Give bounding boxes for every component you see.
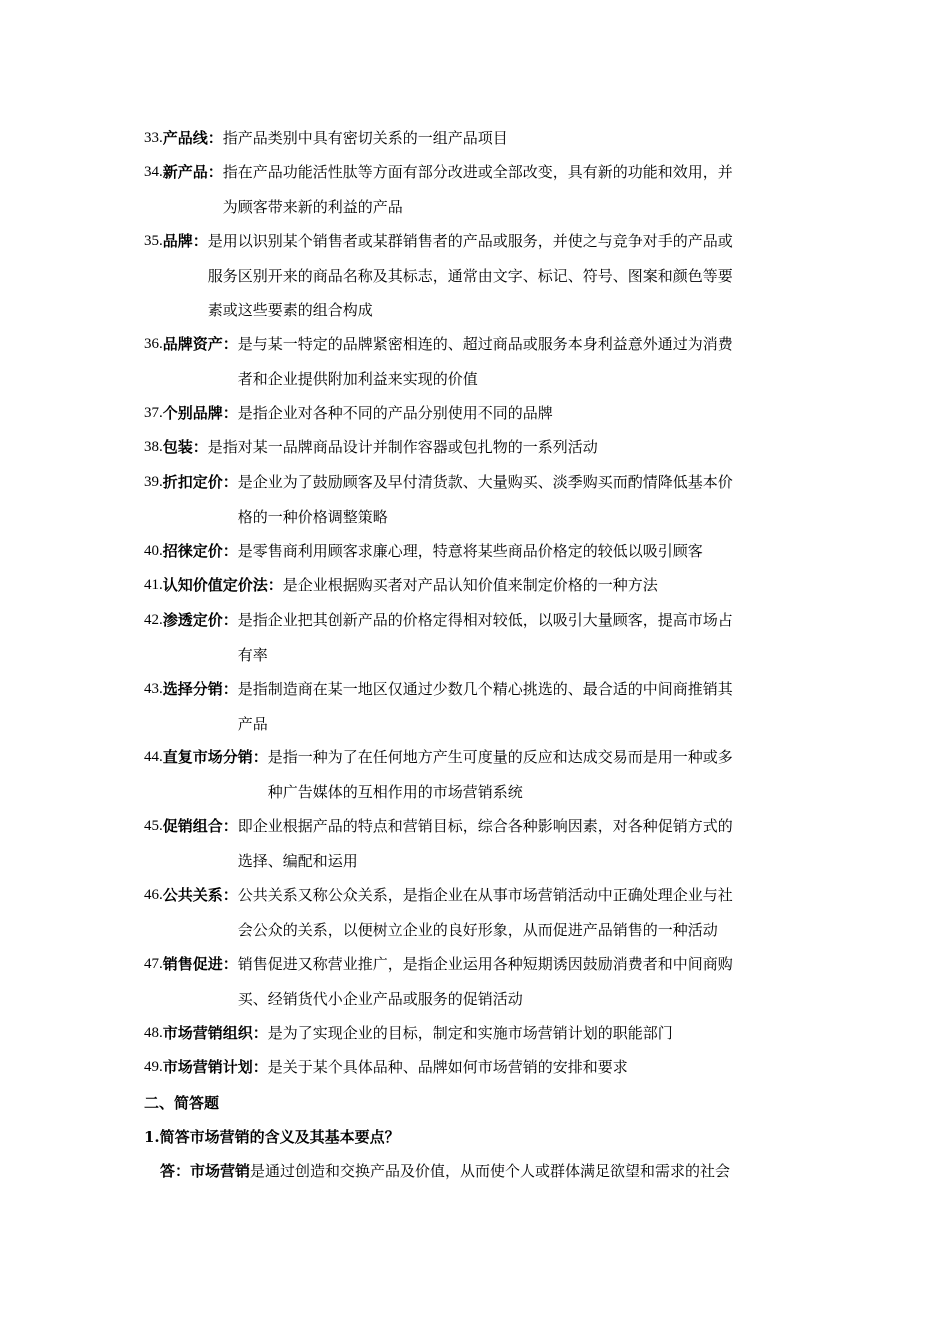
entry-number: 34. — [144, 164, 163, 180]
entry-text-line: 是指一种为了在任何地方产生可度量的反应和达成交易而是用一种或多 — [267, 748, 733, 766]
entry-term: 市场营销计划： — [162, 1058, 268, 1076]
entry-term: 渗透定价： — [162, 611, 238, 629]
entry-text-line: 是用以识别某个销售者或某群销售者的产品或服务，并使之与竞争对手的产品或 — [207, 232, 733, 250]
definition-entry-33 — [144, 121, 810, 156]
entry-text-line: 即企业根据产品的特点和营销目标，综合各种影响因素，对各种促销方式的 — [237, 817, 733, 835]
entry-text-line: 是企业根据购买者对产品认知价值来制定价格的一种方法 — [282, 576, 658, 594]
entry-number: 46. — [144, 887, 163, 903]
entry-text-line: 格的一种价格调整策略 — [237, 507, 388, 526]
definition-entry-47 — [144, 947, 810, 1016]
entry-text-line: 是关于某个具体品种、品牌如何市场营销的安排和要求 — [267, 1058, 628, 1076]
definition-entry-45 — [144, 809, 810, 878]
entry-text-line: 素或这些要素的组合构成 — [207, 301, 373, 319]
entry-text-line: 是指对某一品牌商品设计并制作容器或包扎物的一系列活动 — [207, 438, 598, 456]
entry-term: 市场营销组织： — [162, 1024, 268, 1042]
definition-entry-38 — [144, 430, 810, 465]
definition-entry-39 — [144, 465, 810, 534]
entry-text-line: 是零售商利用顾客求廉心理，特意将某些商品价格定的较低以吸引顾客 — [237, 542, 703, 560]
entry-number: 35. — [144, 233, 163, 249]
answer-text: 是通过创造和交换产品及价值，从而使个人或群体满足欲望和需求的社会 — [250, 1162, 731, 1180]
definition-entry-46 — [144, 878, 810, 947]
definition-entry-49 — [144, 1050, 810, 1085]
entry-text-line: 种广告媒体的互相作用的市场营销系统 — [267, 782, 523, 801]
entry-term: 公共关系： — [162, 886, 238, 904]
entry-number: 45. — [144, 818, 163, 834]
entry-term: 产品线： — [162, 129, 223, 147]
entry-term: 招徕定价： — [162, 542, 238, 560]
entry-term: 选择分销： — [162, 680, 238, 698]
entry-text-line: 指在产品功能活性肽等方面有部分改进或全部改变，具有新的功能和效用，并 — [222, 163, 733, 181]
entry-text-line: 服务区别开来的商品名称及其标志，通常由文字、标记、符号、图案和颜色等要 — [207, 266, 733, 285]
definition-entry-35 — [144, 224, 810, 328]
entry-text-line: 是指企业对各种不同的产品分别使用不同的品牌 — [237, 404, 553, 422]
entry-term: 品牌： — [162, 232, 208, 250]
entry-number: 38. — [144, 439, 163, 455]
answer-label: 答： — [160, 1162, 191, 1180]
definition-entry-37 — [144, 396, 810, 431]
entry-term: 品牌资产： — [162, 335, 238, 353]
entry-text-line: 公共关系又称公众关系，是指企业在从事市场营销活动中正确处理企业与社 — [237, 886, 733, 904]
entry-text-line: 是指制造商在某一地区仅通过少数几个精心挑选的、最合适的中间商推销其 — [237, 680, 733, 698]
definition-entry-36 — [144, 327, 810, 396]
entry-term: 新产品： — [162, 163, 223, 181]
entry-number: 44. — [144, 749, 163, 765]
entry-term: 折扣定价： — [162, 473, 238, 491]
entry-text-line: 有率 — [237, 645, 268, 664]
entry-text-line: 是企业为了鼓励顾客及早付清货款、大量购买、淡季购买而酌情降低基本价 — [237, 473, 733, 491]
section-heading: 二、简答题 — [144, 1094, 220, 1112]
entry-text-line: 选择、编配和运用 — [237, 851, 358, 870]
entry-number: 37. — [144, 405, 163, 421]
entry-text-line: 销售促进又称营业推广，是指企业运用各种短期诱因鼓励消费者和中间商购 — [237, 955, 733, 973]
entry-term: 促销组合： — [162, 817, 238, 835]
definition-entry-44 — [144, 740, 810, 809]
definition-entry-41 — [144, 568, 810, 603]
definition-entry-42 — [144, 603, 810, 672]
entry-text-line: 指产品类别中具有密切关系的一组产品项目 — [222, 129, 508, 147]
entry-text-line: 为顾客带来新的利益的产品 — [222, 197, 403, 216]
definition-entry-43 — [144, 672, 810, 741]
definition-entry-34 — [144, 155, 810, 224]
entry-number: 42. — [144, 612, 163, 628]
entry-term: 直复市场分销： — [162, 748, 268, 766]
entry-text-line: 是为了实现企业的目标，制定和实施市场营销计划的职能部门 — [267, 1024, 673, 1042]
answer-paragraph — [160, 1161, 810, 1181]
entry-number: 48. — [144, 1025, 163, 1041]
definition-entry-48 — [144, 1016, 810, 1051]
answer-term: 市场营销 — [190, 1162, 251, 1180]
entry-term: 认知价值定价法： — [162, 576, 283, 594]
entry-text-line: 是指企业把其创新产品的价格定得相对较低，以吸引大量顾客，提高市场占 — [237, 611, 733, 629]
entry-text-line: 产品 — [237, 714, 268, 733]
entry-text-line: 是与某一特定的品牌紧密相连的、超过商品或服务本身利益意外通过为消费 — [237, 335, 733, 353]
question-heading: 1.简答市场营销的含义及其基本要点？ — [144, 1128, 400, 1146]
entry-text-line: 者和企业提供附加利益来实现的价值 — [237, 369, 478, 388]
entry-text-line: 会公众的关系，以便树立企业的良好形象，从而促进产品销售的一种活动 — [237, 920, 718, 939]
entry-number: 40. — [144, 543, 163, 559]
entry-term: 个别品牌： — [162, 404, 238, 422]
entry-number: 39. — [144, 474, 163, 490]
definition-entry-40 — [144, 534, 810, 569]
entry-number: 49. — [144, 1059, 163, 1075]
entry-number: 47. — [144, 956, 163, 972]
entry-number: 33. — [144, 130, 163, 146]
entry-number: 36. — [144, 336, 163, 352]
entry-term: 销售促进： — [162, 955, 238, 973]
entry-number: 41. — [144, 577, 163, 593]
entry-term: 包装： — [162, 438, 208, 456]
entry-number: 43. — [144, 681, 163, 697]
entry-text-line: 买、经销货代小企业产品或服务的促销活动 — [237, 989, 523, 1008]
